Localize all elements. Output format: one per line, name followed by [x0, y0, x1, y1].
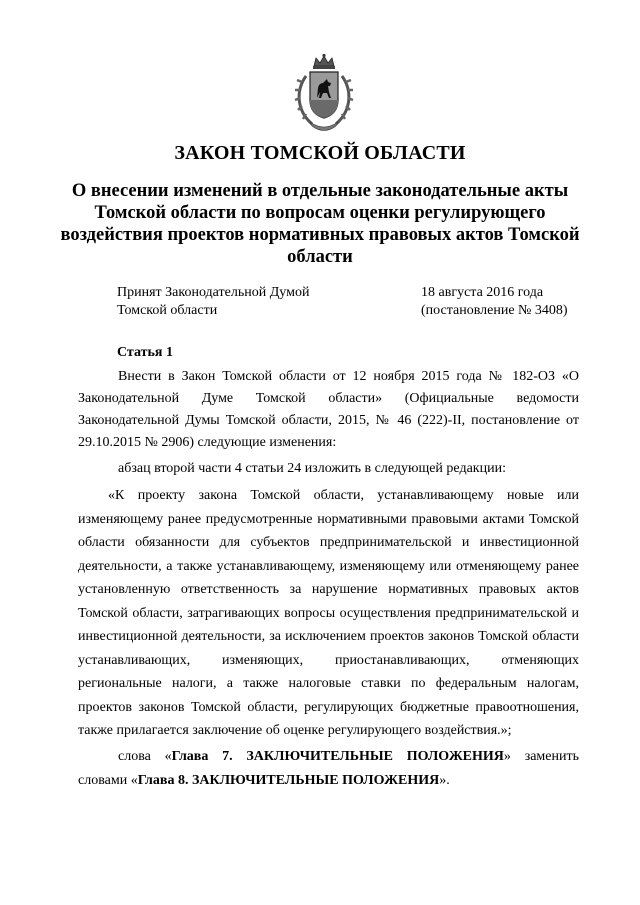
coat-of-arms-emblem — [292, 52, 356, 134]
article-heading: Статья 1 — [117, 345, 173, 360]
replacement-suffix: ». — [439, 772, 450, 788]
paragraph-new-wording: «К проекту закона Томской области, устанавливающему новые или изменяющему ранее предусмотренные нормативными правовыми актами Томской области обязанности для субъектов предпринимательской и инвестиционной деятельности, а также устанавливающему, изменяющему или отменяющему ранее установленную ответственность за нарушение нормативных правовых актов Томской области, затрагивающих вопросы осуществления предпринимательской и инвестиционной деятельности, за исключением проектов законов Томской области устанавливающих, изменяющих, приостанавливающих, отменяющих региональные налоги, а также налоговые ставки по федеральным налогам, проектов законов Томской области, регулирующих бюджетные правоотношения, также прилагается заключение об оценке регулирующего воздействия.»; — [78, 488, 579, 738]
law-title: ЗАКОН ТОМСКОЙ ОБЛАСТИ — [174, 142, 466, 164]
adopted-by-line-2: Томской области — [117, 303, 218, 318]
resolution-number: (постановление № 3408) — [421, 303, 568, 318]
law-subject: О внесении изменений в отдельные законодательные акты Томской области по вопросам оценки регулирующего воздействия проектов нормативных правовых актов Томской области — [60, 181, 580, 267]
replacement-middle: » заменить словами « — [78, 748, 579, 788]
adoption-date: 18 августа 2016 года — [421, 285, 544, 300]
adopted-by — [117, 284, 309, 320]
article-body — [78, 366, 579, 793]
paragraph-amendment-intro: Внести в Закон Томской области от 12 ноября 2015 года № 182-ОЗ «О Законодательной Думе Томской области» (Официальные ведомости Законодательной Думы Томской области, 2015, № 46 (222)-II, постановление от 29.10.2015 № 2906) следующие изменения: — [78, 369, 579, 450]
paragraph-heading-replacement — [78, 745, 579, 793]
old-chapter-heading: Глава 7. ЗАКЛЮЧИТЕЛЬНЫЕ ПОЛОЖЕНИЯ — [171, 748, 504, 764]
new-chapter-heading: Глава 8. ЗАКЛЮЧИТЕЛЬНЫЕ ПОЛОЖЕНИЯ — [137, 772, 440, 788]
adoption-details — [421, 284, 568, 320]
adopted-by-line-1: Принят Законодательной Думой — [117, 285, 310, 300]
paragraph-instruction: абзац второй части 4 статьи 24 изложить в следующей редакции: — [118, 461, 506, 476]
replacement-prefix: слова « — [118, 748, 172, 764]
